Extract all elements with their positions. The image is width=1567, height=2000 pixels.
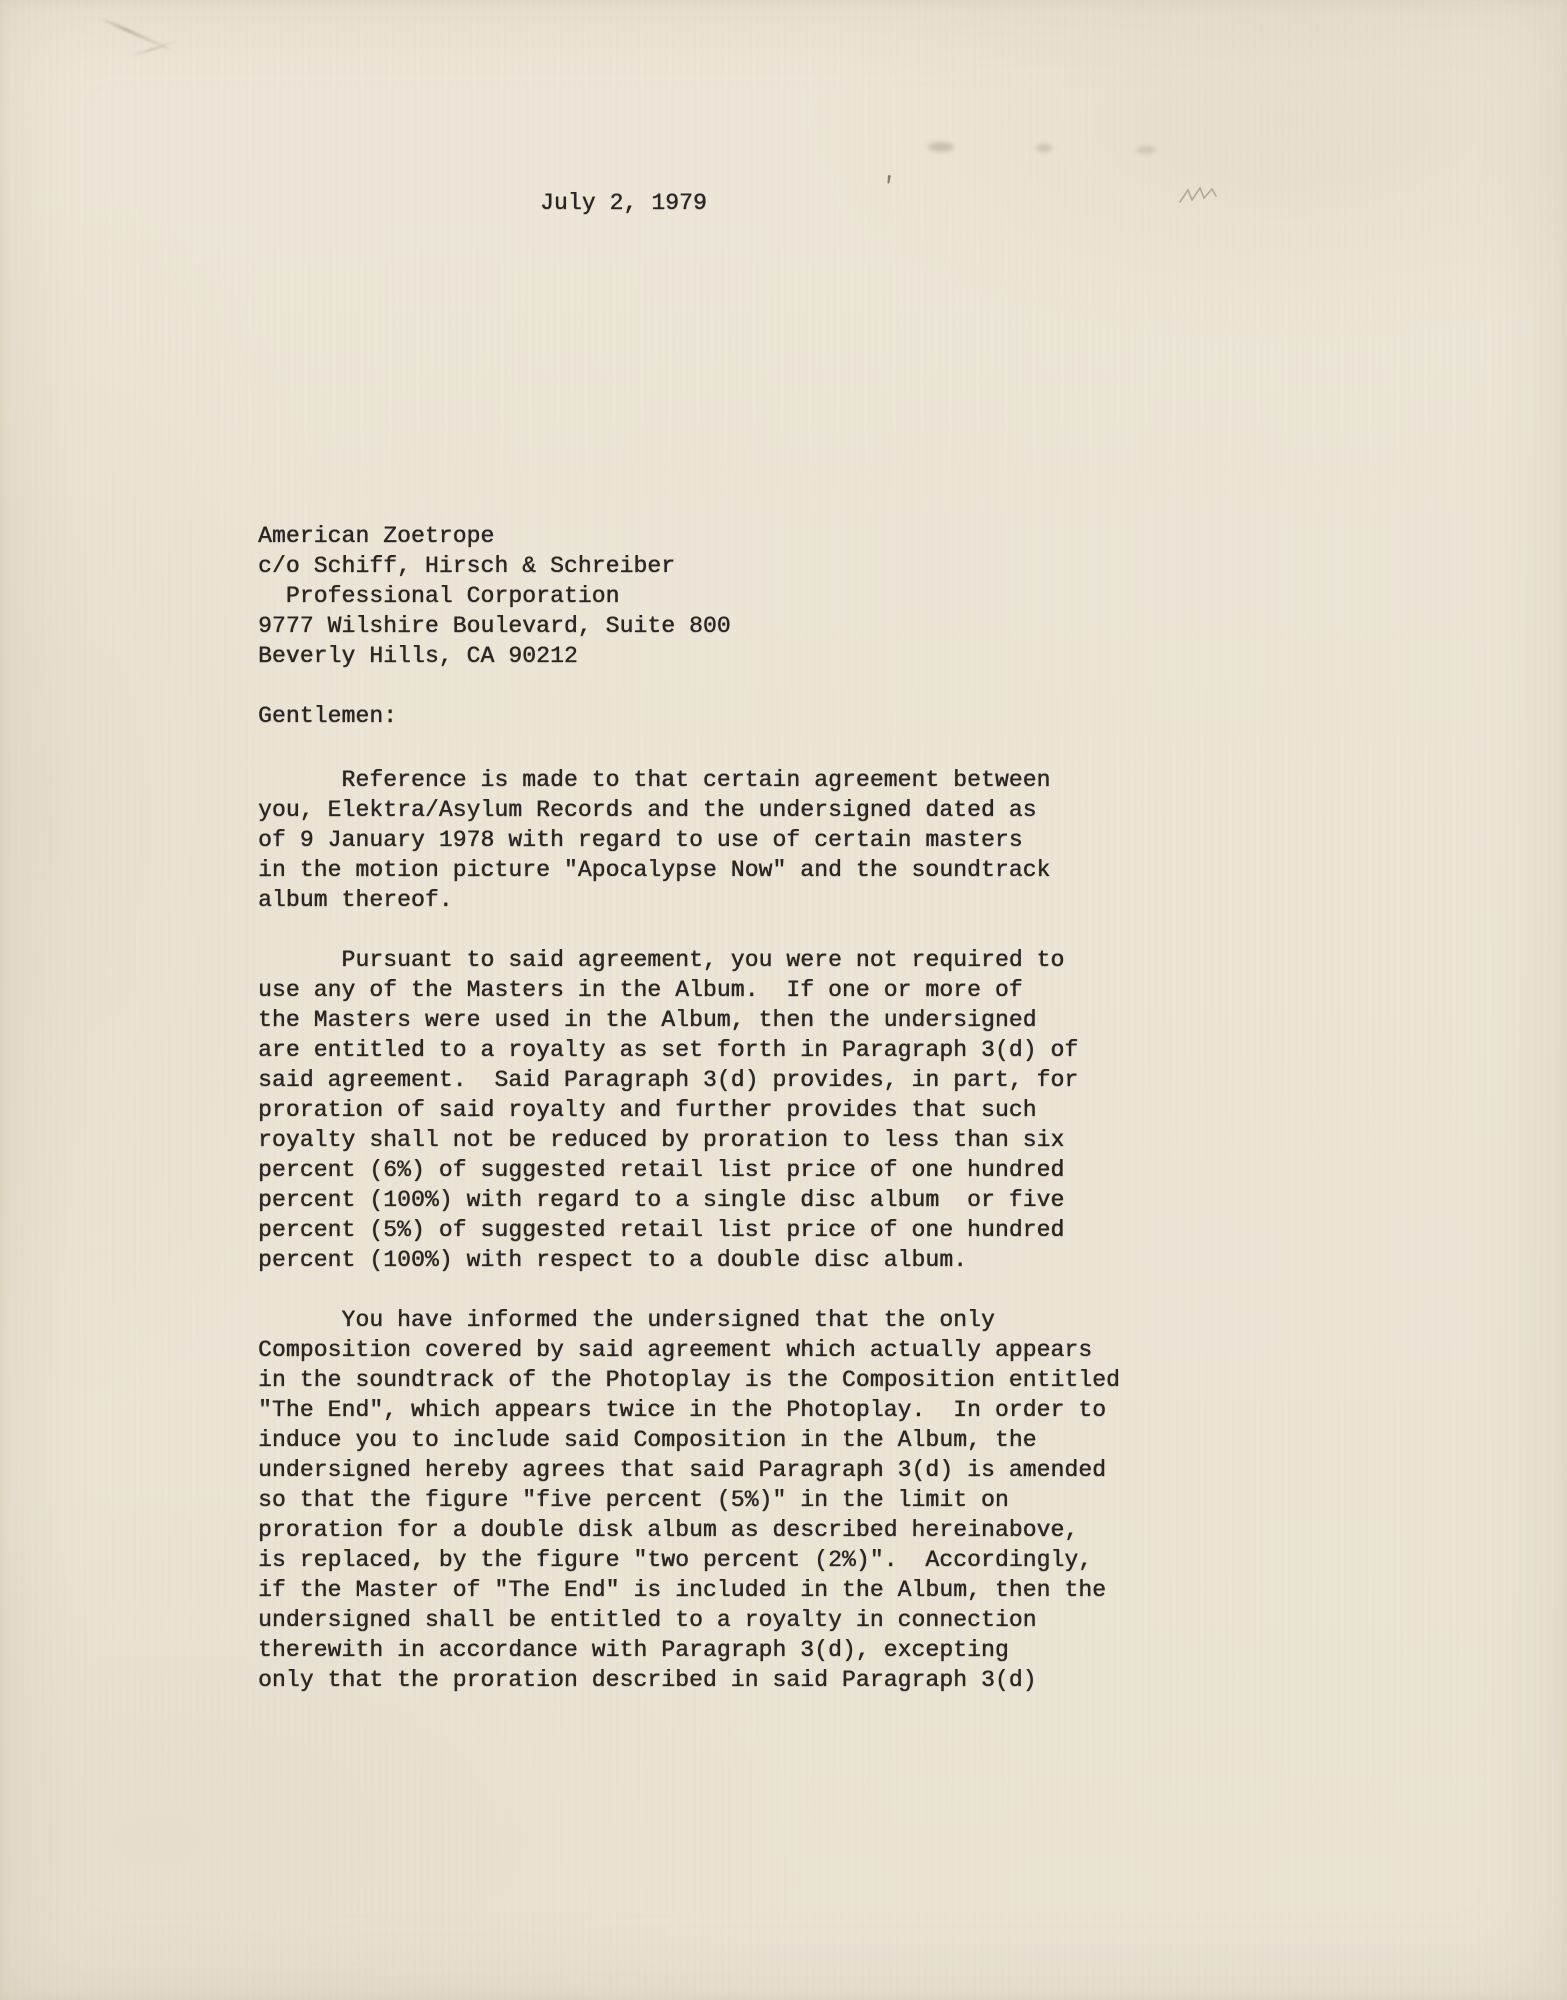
paper-crease-mark (99, 17, 179, 55)
pencil-tick-mark: ' (877, 171, 898, 203)
pencil-smudge (1136, 146, 1156, 154)
recipient-address-block: American Zoetrope c/o Schiff, Hirsch & Schreiber Professional Corporation 9777 Wilshire Boulevard, Suite 800 Beverly Hills, CA 90212 (258, 523, 731, 669)
body-paragraph-2: Pursuant to said agreement, you were not required to use any of the Masters in the Album. If one or more of the Masters were used in the Album, then the undersigned are entitled to a royalty as set forth in Paragraph 3(d) of said agreement. Said Paragraph 3(d) provides, in part, for proration of said royalty and further provides that such royalty shall not be reduced by proration to less than six percent (6%) of suggested retail list price of one hundred percent (100%) with regard to a single disc album or five percent (5%) of suggested retail list price of one hundred percent (100%) with respect to a double disc album. (258, 947, 1079, 1273)
pencil-smudge (928, 142, 954, 152)
pencil-scribble-mark (1176, 180, 1224, 210)
body-paragraph-1: Reference is made to that certain agreement between you, Elektra/Asylum Records and the undersigned dated as of 9 January 1978 with regard to use of certain masters in the motion picture "Apocalypse Now" and the soundtrack album thereof. (258, 767, 1051, 913)
pencil-smudge (1036, 144, 1052, 152)
body-paragraph-3: You have informed the undersigned that the only Composition covered by said agreement which actually appears in the soundtrack of the Photoplay is the Composition entitled "The End", which appears twice in the Photoplay. In order to induce you to include said Composition in the Album, the undersigned hereby agrees that said Paragraph 3(d) is amended so that the figure "five percent (5%)" in the limit on proration for a double disk album as described hereinabove, is replaced, by the figure "two percent (2%)". Accordingly, if the Master of "The End" is included in the Album, then the undersigned shall be entitled to a royalty in connection therewith in accordance with Paragraph 3(d), excepting only that the proration described in said Paragraph 3(d) (258, 1307, 1120, 1693)
salutation: Gentlemen: (258, 703, 398, 729)
letter-date: July 2, 1979 (540, 190, 707, 216)
